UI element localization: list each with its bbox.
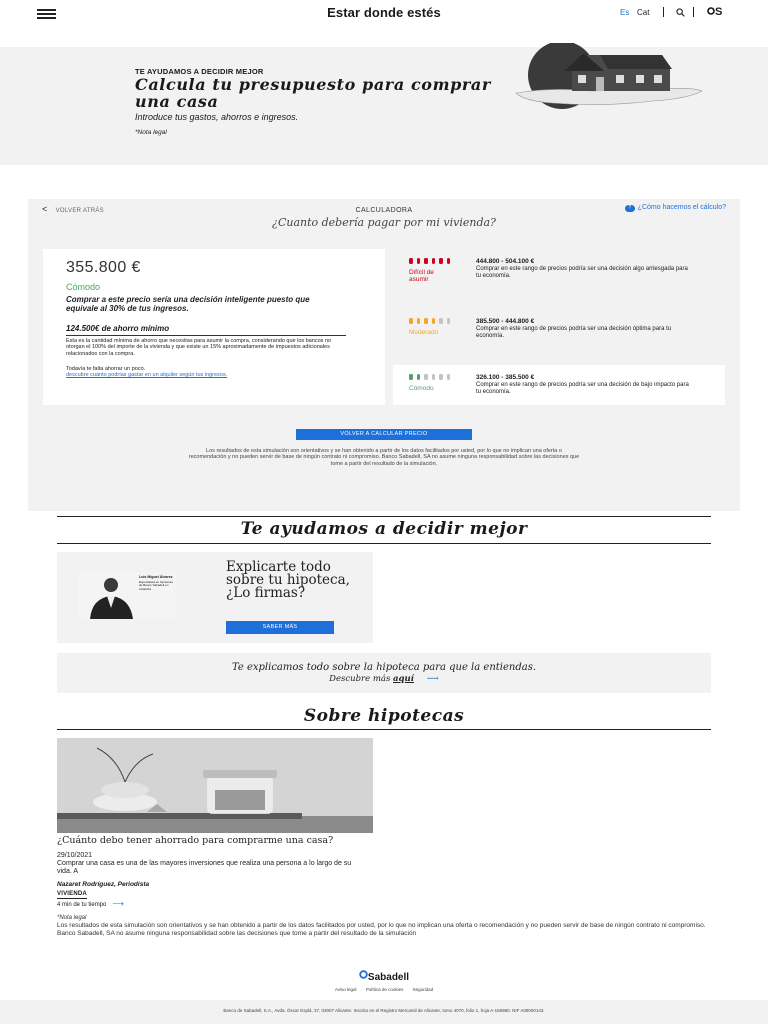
range-dot xyxy=(447,318,451,324)
range-description: Comprar en este rango de precios podría ser una decisión óptima para tu economía. xyxy=(476,326,672,339)
range-dot xyxy=(447,258,451,264)
range-dots xyxy=(409,318,457,324)
footer-links xyxy=(0,987,768,992)
calculator-panel xyxy=(28,199,740,511)
article-title[interactable]: ¿Cuánto debo tener ahorrado para comprarme una casa? xyxy=(57,835,334,846)
range-description: Comprar en este rango de precios podría ser una decisión de bajo impacto para tu economía. xyxy=(476,382,689,395)
range-level: Cómodo xyxy=(409,385,434,392)
article-date: 29/10/2021 xyxy=(57,852,93,859)
range-dot xyxy=(409,318,413,324)
result-price: 355.800 € xyxy=(66,259,141,276)
divider xyxy=(663,7,664,17)
range-row-moderate xyxy=(393,309,725,355)
rent-calculator-link[interactable]: descubre cuánto podrías gastar en un alquiler según tus ingresos. xyxy=(66,372,228,379)
article-category[interactable]: VIVIENDA xyxy=(57,891,87,897)
range-dot xyxy=(439,258,443,264)
cookies-policy-link[interactable]: Política de cookies xyxy=(365,987,404,992)
range-dot xyxy=(409,258,413,264)
result-card xyxy=(43,249,385,405)
range-description: Comprar en este rango de precios podría ser una decisión algo arriesgada para tu economía. xyxy=(476,266,688,279)
range-dots xyxy=(409,258,457,264)
footer-bar xyxy=(0,1000,768,1024)
calculator-label: CALCULADORA xyxy=(355,207,413,214)
sabadell-mark-icon xyxy=(707,7,715,15)
hero-kicker: TE AYUDAMOS A DECIDIR MEJOR xyxy=(135,67,264,76)
mortgage-explainer-banner xyxy=(57,653,711,693)
range-level: Moderado xyxy=(409,329,439,336)
range-price: 444.800 - 504.100 € xyxy=(476,258,535,265)
rent-text: Todavía te falta ahorrar un poco. descubre cuánto podrías gastar en un alquiler según tus ingresos. xyxy=(66,366,351,379)
result-level: Cómodo xyxy=(66,282,101,292)
calculator-question: ¿Cuanto debería pagar por mi vivienda? xyxy=(272,216,496,229)
savings-text: Esta es la cantidad mínima de ahorro que necesitas para asumir la compra, considerando que los bancos no otorgan el 100% del importe de la vivienda y que existe un 15% aproximadamente de impuestos adicionales relacionados con la compra. xyxy=(66,338,332,357)
learn-more-button[interactable]: SABER MÁS xyxy=(226,621,334,634)
range-level: Difícil de asumir xyxy=(409,269,434,283)
range-dot xyxy=(409,374,413,380)
divider xyxy=(57,543,711,544)
explainer-link[interactable]: Descubre más aquí ⟶ xyxy=(329,674,439,684)
range-dot xyxy=(424,374,428,380)
arrow-right-icon: ⟶ xyxy=(112,899,124,908)
security-link[interactable]: Seguridad xyxy=(412,987,434,992)
range-dot xyxy=(432,318,436,324)
range-dot xyxy=(439,374,443,380)
promo-title: Explicarte todo sobre tu hipoteca, ¿Lo firmas? xyxy=(226,559,350,601)
how-we-calculate-link[interactable]: ? ¿Cómo hacemos el cálculo? xyxy=(625,204,726,212)
result-description: Comprar a este precio sería una decisión inteligente puesto que equivale al 30% de tus ingresos. xyxy=(66,295,310,313)
range-dot xyxy=(417,374,421,380)
help-section-title: Te ayudamos a decidir mejor xyxy=(240,519,528,539)
article-image[interactable] xyxy=(57,738,373,833)
divider xyxy=(57,516,711,517)
hero-banner xyxy=(0,47,768,165)
range-price: 326.100 - 385.500 € xyxy=(476,374,535,381)
savings-jar-photo xyxy=(57,738,373,833)
legal-note-title: *Nota legal xyxy=(57,915,87,921)
explainer-title: Te explicamos todo sobre la hipoteca para que la entiendas. xyxy=(231,662,537,673)
question-icon: ? xyxy=(625,205,635,212)
arrow-right-icon: ⟶ xyxy=(426,674,439,684)
calculator-disclaimer: Los resultados de esta simulación son orientativos y se han obtenido a partir de los datos facilitados por usted, por lo que no implican una oferta o recomendación y no pueden servir de base de ningún contrato ni compromiso. Banco Sabadell, SA no asume ninguna responsabilidad sobre las decisiones que tome a partir del resultado de la simulación. xyxy=(188,448,580,467)
hero-title: Calcula tu presupuesto para comprar una casa xyxy=(135,75,491,111)
range-dot xyxy=(432,258,436,264)
divider xyxy=(693,7,694,17)
article-excerpt: Comprar una casa es una de las mayores inversiones que realiza una persona a lo largo de su vida. A xyxy=(57,860,352,875)
range-dot xyxy=(424,258,428,264)
hero-subtitle: Introduce tus gastos, ahorros e ingresos. xyxy=(135,112,299,122)
article-author: Nazaret Rodríguez, Periodista xyxy=(57,881,150,888)
range-dots xyxy=(409,374,457,380)
specialist-caption: Especialista en hipotecas de Banco Sabadell en Cataluña xyxy=(139,580,173,591)
articles-section-title: Sobre hipotecas xyxy=(303,706,465,726)
divider xyxy=(57,729,711,730)
range-dot xyxy=(424,318,428,324)
sabadell-logo[interactable]: S xyxy=(707,6,722,18)
back-button[interactable]: < VOLVER ATRÁS xyxy=(42,204,104,214)
read-time-link[interactable]: 4 min de tu tiempo ⟶ xyxy=(57,899,124,908)
legal-note-link[interactable]: *Nota legal xyxy=(135,129,167,136)
sabadell-mark-icon xyxy=(359,970,368,979)
specialist-photo xyxy=(78,572,177,619)
range-price: 385.500 - 444.800 € xyxy=(476,318,535,325)
recalculate-button[interactable]: VOLVER A CALCULAR PRECIO xyxy=(296,429,472,440)
range-row-difficult xyxy=(393,249,725,295)
language-es-link[interactable]: Es xyxy=(620,8,630,17)
specialist-name: Luis Miguel Álvarez xyxy=(139,575,173,579)
language-cat-link[interactable]: Cat xyxy=(637,8,650,17)
chevron-left-icon: < xyxy=(42,204,48,214)
range-dot xyxy=(417,318,421,324)
savings-title: 124.500€ de ahorro mínimo xyxy=(66,324,346,336)
here-link[interactable]: aquí xyxy=(393,674,414,684)
house-in-hand-illustration xyxy=(512,43,704,115)
top-bar xyxy=(0,0,768,28)
mortgage-promo-card xyxy=(57,552,373,643)
site-slogan: Estar donde estés xyxy=(327,5,441,20)
search-icon[interactable] xyxy=(676,8,685,17)
range-dot xyxy=(439,318,443,324)
legal-note-text: Los resultados de esta simulación son orientativos y se han obtenido a partir de los datos facilitados por usted, por lo que no implican una oferta o recomendación y no pueden servir de base de ningún contrato ni compromiso. Banco Sabadell, SA no asume ninguna responsabilidad sobre las decisiones que tome a partir del resultado de la simulación xyxy=(57,922,706,937)
footer-logo[interactable]: Sabadell xyxy=(0,970,768,983)
range-dot xyxy=(447,374,451,380)
range-dot xyxy=(417,258,421,264)
legal-notice-link[interactable]: Aviso legal xyxy=(334,987,357,992)
company-info: Banco de Sabadell, S.A., Avda. Óscar Esplá, 37, 03007 Alicante. Inscrito en el Registro Mercantil de Alicante, tomo 4070, folio 1, hoja A-156980. NIF A08000143. xyxy=(223,1008,545,1013)
range-dot xyxy=(432,374,436,380)
range-row-comfortable xyxy=(393,365,725,405)
